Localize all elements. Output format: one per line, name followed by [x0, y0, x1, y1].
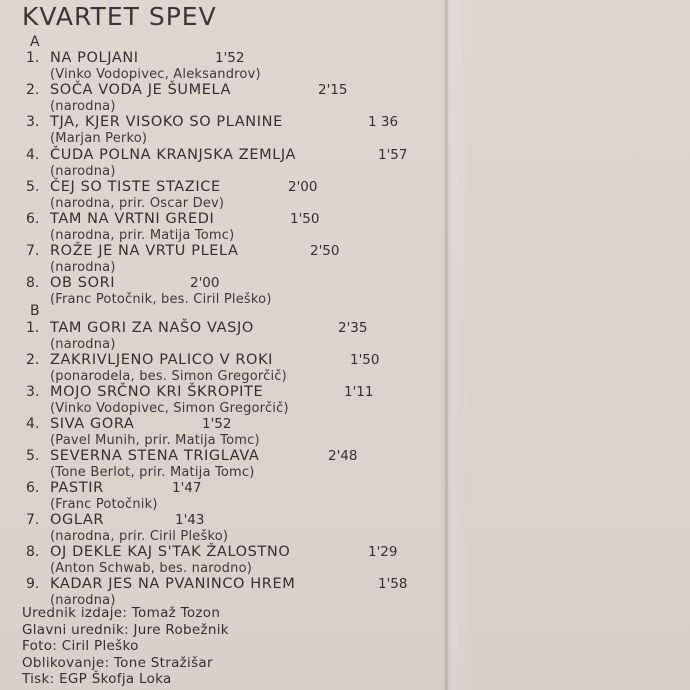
track-credit: (Pavel Munih, prir. Matija Tomc) [50, 433, 260, 448]
track-credit: (narodna, prir. Oscar Dev) [50, 195, 225, 211]
track-row [0, 384, 440, 416]
track-row [0, 448, 440, 480]
track-row [0, 320, 440, 352]
track-number: 5. [26, 448, 40, 464]
track-duration: 2'00 [190, 275, 220, 292]
track-duration: 1'52 [215, 50, 245, 66]
track-title: OB SORI [50, 275, 116, 292]
credit-line: Foto: Ciril Pleško [22, 638, 139, 654]
track-duration: 1'29 [368, 544, 398, 560]
track-title: TAM GORI ZA NAŠO VASJO [50, 320, 254, 336]
track-duration: 2'50 [310, 243, 340, 260]
track-row [0, 480, 440, 512]
track-title: SOČA VODA JE ŠUMELA [50, 82, 232, 99]
track-row [0, 50, 440, 82]
credit-line: Urednik izdaje: Tomaž Tozon [22, 605, 221, 621]
credit-line: Oblikovanje: Tone Stražišar [22, 654, 213, 671]
track-credit: (narodna) [50, 260, 116, 276]
track-duration: 2'35 [338, 320, 368, 336]
track-row [0, 211, 440, 243]
track-number: 1. [26, 320, 40, 336]
track-row [0, 243, 440, 275]
track-credit: (Marjan Perko) [50, 131, 148, 147]
track-row [0, 544, 440, 576]
production-credits [22, 605, 229, 688]
track-duration: 2'15 [318, 82, 348, 99]
track-credit: (Franc Potočnik) [50, 497, 158, 512]
track-number: 1. [26, 50, 40, 66]
track-row [0, 576, 440, 608]
track-title: OGLAR [50, 512, 105, 528]
track-row [0, 82, 440, 114]
track-credit: (Vinko Vodopivec, Aleksandrov) [50, 67, 261, 82]
track-credit: (narodna) [50, 163, 116, 179]
track-row [0, 512, 440, 544]
track-credit: (Tone Berlot, prir. Matija Tomc) [50, 465, 255, 480]
track-title: MOJO SRČNO KRI ŠKROPITE [50, 384, 264, 400]
credit-line: Tisk: EGP Škofja Loka [22, 671, 172, 687]
track-number: 7. [26, 243, 40, 260]
track-number: 7. [26, 512, 40, 528]
track-title: OJ DEKLE KAJ S'TAK ŽALOSTNO [50, 544, 291, 560]
track-row [0, 179, 440, 211]
fold-line [445, 0, 448, 690]
credit-line: Glavni urednik: Jure Robežnik [22, 621, 229, 638]
track-duration: 1 36 [368, 114, 399, 131]
track-duration: 1'57 [378, 146, 408, 163]
track-duration: 1'11 [344, 384, 374, 400]
track-credit: (ponarodela, bes. Simon Gregorčič) [50, 369, 287, 384]
track-number: 2. [26, 352, 40, 368]
track-title: ROŽE JE NA VRTU PLELA [50, 243, 239, 260]
track-number: 8. [26, 275, 40, 292]
side-a-label: A [30, 34, 40, 50]
track-number: 6. [26, 211, 40, 227]
track-duration: 1'50 [290, 211, 320, 227]
track-credit: (Franc Potočnik, bes. Ciril Pleško) [50, 292, 272, 308]
track-credit: (Vinko Vodopivec, Simon Gregorčič) [50, 401, 289, 416]
track-row [0, 416, 440, 448]
album-title: KVARTET SPEV [22, 2, 217, 31]
track-row [0, 275, 440, 307]
track-credit: (narodna, prir. Matija Tomc) [50, 228, 235, 243]
track-duration: 1'50 [350, 352, 380, 368]
track-duration: 2'48 [328, 448, 358, 464]
track-duration: 1'52 [202, 416, 232, 432]
track-title: ZAKRIVLJENO PALICO V ROKI [50, 352, 274, 368]
track-credit: (narodna) [50, 99, 116, 115]
track-number: 3. [26, 384, 40, 400]
track-duration: 1'47 [172, 480, 202, 496]
track-duration: 1'43 [175, 512, 205, 528]
track-title: KADAR JES NA PVANINCO HREM [50, 576, 296, 592]
track-title: TAM NA VRTNI GREDI [50, 211, 215, 227]
track-duration: 2'00 [288, 178, 318, 195]
track-credit: (narodna) [50, 337, 116, 352]
track-number: 5. [26, 178, 40, 195]
track-title: ČEJ SO TISTE STAZICE [50, 178, 221, 195]
track-number: 4. [26, 146, 40, 163]
track-credit: (narodna, prir. Ciril Pleško) [50, 529, 229, 544]
track-title: ČUDA POLNA KRANJSKA ZEMLJA [50, 146, 297, 163]
track-row [0, 114, 440, 146]
side-b-label: B [30, 303, 40, 319]
track-number: 8. [26, 544, 40, 560]
track-title: SIVA GORA [50, 416, 135, 432]
track-number: 6. [26, 480, 40, 496]
track-title: SEVERNA STENA TRIGLAVA [50, 448, 260, 464]
track-number: 4. [26, 416, 40, 432]
track-number: 2. [26, 82, 40, 99]
track-number: 9. [26, 576, 40, 592]
track-row [0, 352, 440, 384]
track-credit: (narodna) [50, 593, 116, 608]
track-title: TJA, KJER VISOKO SO PLANINE [50, 114, 283, 131]
track-duration: 1'58 [378, 576, 408, 592]
track-credit: (Anton Schwab, bes. narodno) [50, 561, 253, 576]
track-number: 3. [26, 114, 40, 131]
track-title: NA POLJANI [50, 50, 139, 66]
track-title: PASTIR [50, 480, 104, 496]
track-row [0, 147, 440, 179]
